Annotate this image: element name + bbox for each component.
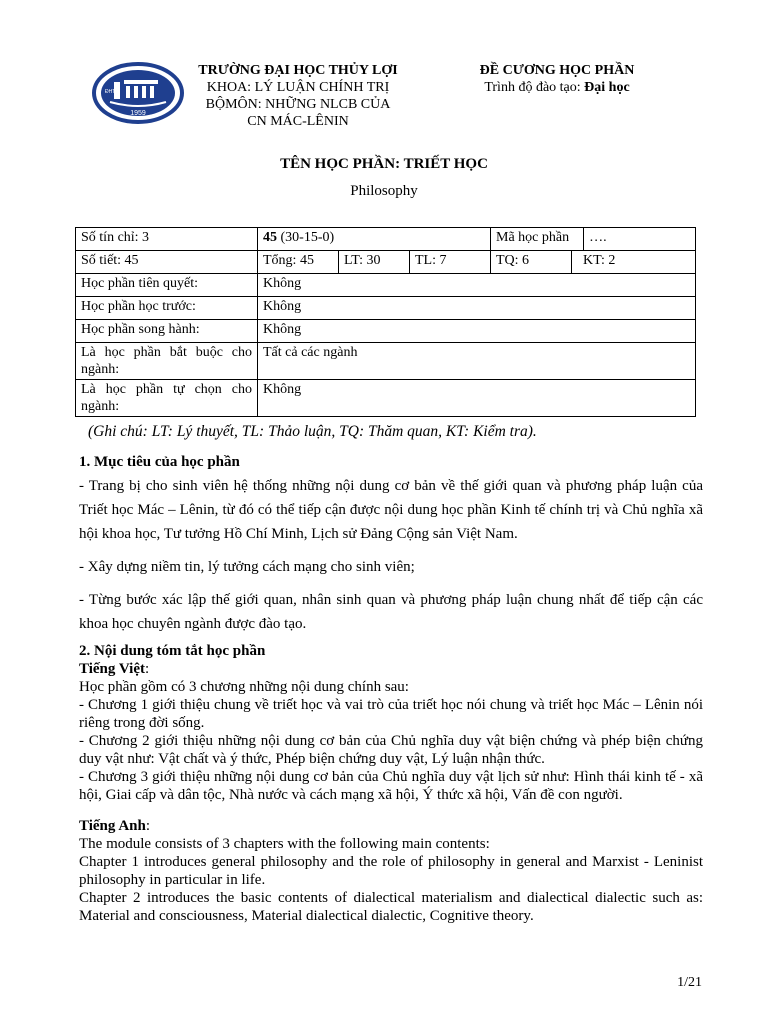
department-line-2: CN MÁC-LÊNIN <box>247 114 349 129</box>
row-value: Không <box>258 274 696 297</box>
kt-cell: KT: 2 <box>572 251 696 274</box>
school-name: TRƯỜNG ĐẠI HỌC THỦY LỢI <box>198 63 398 78</box>
tq-cell: TQ: 6 <box>491 251 572 274</box>
row-value: Không <box>258 380 696 417</box>
paragraph: - Trang bị cho sinh viên hệ thống những nội dung cơ bản về thế giới quan và phương pháp luận của Triết học Mác – Lênin, từ đó có thể tiếp cận được nội dung học phần Kinh tế chính trị và Chủ nghĩa xã hội khoa học, Tư tưởng Hồ Chí Minh, Lịch sử Đảng Cộng sản Việt Nam. <box>79 478 703 542</box>
training-level-value: Đại học <box>584 80 630 95</box>
paragraph: Chapter 1 introduces general philosophy and the role of philosophy in general and Marxist - Leninist philosophy in particular in life. <box>79 854 703 888</box>
row-label: Học phần học trước: <box>76 297 258 320</box>
document-type-block <box>452 62 662 96</box>
row-label: Học phần song hành: <box>76 320 258 343</box>
row-label: Là học phần bắt buộc cho ngành: <box>76 343 258 380</box>
department-line-1: BỘMÔN: NHỮNG NLCB CỦA <box>205 97 391 112</box>
table-row <box>76 380 696 417</box>
lt-cell: LT: 30 <box>339 251 410 274</box>
document-title: ĐỀ CƯƠNG HỌC PHẦN <box>479 63 635 78</box>
table-row <box>76 251 696 274</box>
row-label: Học phần tiên quyết: <box>76 274 258 297</box>
paragraph: - Từng bước xác lập thế giới quan, nhân sinh quan và phương pháp luận chung nhất để tiếp cận các khoa học chuyên ngành được đào tạo. <box>79 592 703 632</box>
paragraph: - Xây dựng niềm tin, lý tưởng cách mạng cho sinh viên; <box>79 559 415 575</box>
paragraph: Học phần gồm có 3 chương những nội dung chính sau: <box>79 679 409 695</box>
row-label: Là học phần tự chọn cho ngành: <box>76 380 258 417</box>
section-heading: 2. Nội dung tóm tắt học phần <box>79 643 266 659</box>
page-number: 1/21 <box>677 975 702 990</box>
table-row <box>76 228 696 251</box>
row-value: Không <box>258 297 696 320</box>
subheading-english: Tiếng Anh: <box>79 818 151 834</box>
paragraph: - Chương 3 giới thiệu những nội dung cơ bản của Chủ nghĩa duy vật lịch sử như: Hình thái kinh tế - xã hội, Giai cấp và dân tộc, Nhà nước và cách mạng xã hội, Ý thức xã hội, Vấn đề con người. <box>79 769 703 803</box>
table-row <box>76 274 696 297</box>
hours-cell: 45 (30-15-0) <box>258 228 491 251</box>
training-level: Trình độ đào tạo: Đại học <box>484 80 630 95</box>
logo-initials: ĐHTL <box>105 89 119 95</box>
total-cell: Tổng: 45 <box>258 251 339 274</box>
logo-year: 1959 <box>130 110 146 117</box>
row-value: Tất cả các ngành <box>258 343 696 380</box>
course-code-value: …. <box>584 228 696 251</box>
course-code-label: Mã học phần <box>491 228 584 251</box>
row-value: Không <box>258 320 696 343</box>
periods-cell: Số tiết: 45 <box>76 251 258 274</box>
paragraph: - Chương 1 giới thiệu chung về triết học và vai trò của triết học nói chung và triết học Mác – Lênin nói riêng trong đời sống. <box>79 697 703 731</box>
course-english-name: Philosophy <box>350 183 418 199</box>
university-logo <box>92 62 184 124</box>
faculty-name: KHOA: LÝ LUẬN CHÍNH TRỊ <box>206 80 390 95</box>
section-heading: 1. Mục tiêu của học phần <box>79 454 240 470</box>
paragraph: Chapter 2 introduces the basic contents of dialectical materialism and dialectical dialectic such as: Material and consciousness, Material dialectical dialectic, Cognitive theory. <box>79 890 703 924</box>
section-summary <box>79 642 703 925</box>
credits-cell: Số tín chỉ: 3 <box>76 228 258 251</box>
paragraph: The module consists of 3 chapters with the following main contents: <box>79 836 490 852</box>
section-objectives <box>79 450 703 636</box>
table-row <box>76 343 696 380</box>
subheading-vietnamese: Tiếng Việt: <box>79 661 150 677</box>
paragraph: - Chương 2 giới thiệu những nội dung cơ bản của Chủ nghĩa duy vật biện chứng và phép biện chứng duy vật như: Vật chất và ý thức, Phép biện chứng duy vật, Lý luận nhận thức. <box>79 733 703 767</box>
institution-block <box>185 62 411 130</box>
tl-cell: TL: 7 <box>410 251 491 274</box>
course-title: TÊN HỌC PHẦN: TRIẾT HỌC <box>280 156 488 172</box>
course-info-table <box>75 227 696 417</box>
table-note: (Ghi chú: LT: Lý thuyết, TL: Thảo luận, TQ: Thăm quan, KT: Kiểm tra). <box>88 423 537 440</box>
table-row <box>76 297 696 320</box>
table-row <box>76 320 696 343</box>
